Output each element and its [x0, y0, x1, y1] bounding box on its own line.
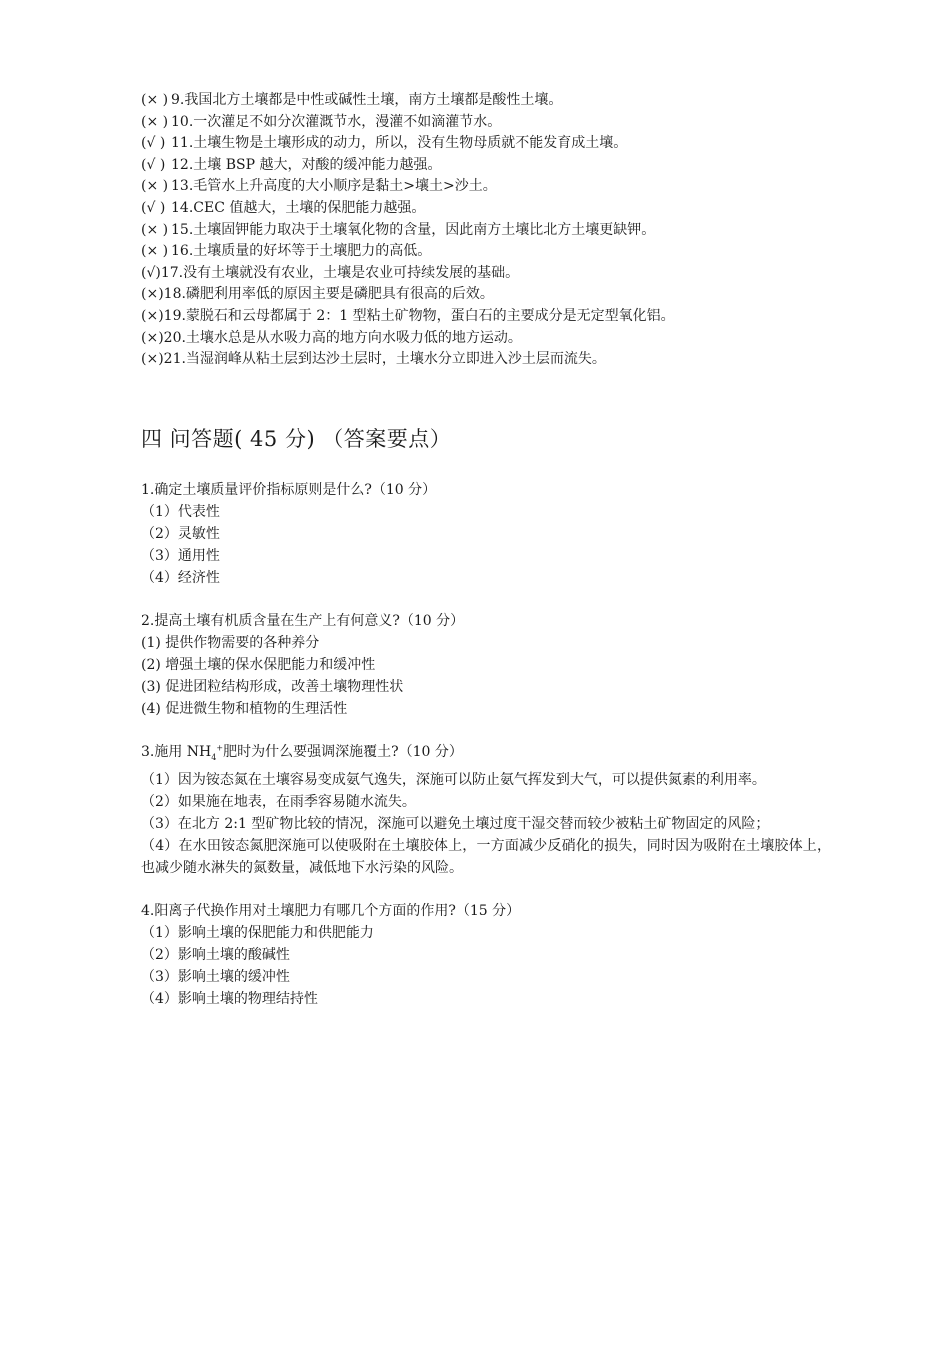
statement-text: 10.一次灌足不如分次灌溉节水，漫灌不如滴灌节水。 [171, 113, 502, 130]
answer-point: (2) 增强土壤的保水保肥能力和缓冲性 [141, 656, 376, 673]
question-title: 1.确定土壤质量评价指标原则是什么?（10 分） [141, 481, 437, 498]
tf-item-10 [141, 112, 831, 134]
answer-point: （2）影响土壤的酸碱性 [141, 946, 290, 963]
statement-text: 11.土壤生物是土壤形成的动力，所以，没有生物母质就不能发育成土壤。 [171, 135, 628, 152]
statement-text: 18.磷肥利用率低的原因主要是磷肥具有很高的后效。 [163, 286, 494, 303]
statement-text: 20.土壤水总是从水吸力高的地方向水吸力低的地方运动。 [163, 329, 522, 346]
answer-mark: (× ) [141, 113, 169, 130]
answer-point: （1）代表性 [141, 503, 220, 520]
tf-item-14 [141, 198, 831, 220]
tf-item-17 [141, 263, 831, 285]
answer-mark: (×) [141, 329, 164, 346]
statement-text: 9.我国北方土壤都是中性或碱性土壤，南方土壤都是酸性土壤。 [171, 92, 563, 108]
tf-item-13 [141, 176, 831, 198]
statement-text: 12.土壤 BSP 越大，对酸的缓冲能力越强。 [171, 156, 442, 173]
ammonium-subscript: 4 [211, 752, 217, 762]
answer-mark: (√ ) [141, 199, 166, 216]
answer-mark: (× ) [141, 92, 169, 108]
question-1 [141, 479, 831, 589]
question-title: 4.阳离子代换作用对土壤肥力有哪几个方面的作用?（15 分） [141, 902, 521, 919]
question-title-before: 3.施用 NH [141, 743, 212, 760]
section-four-title: 四 问答题( 45 分) （答案要点） [141, 426, 452, 451]
statement-text: 16.土壤质量的好坏等于土壤肥力的高低。 [171, 243, 432, 260]
answer-point: （3）通用性 [141, 547, 220, 564]
tf-item-20 [141, 328, 831, 350]
answer-mark: (√ ) [141, 156, 166, 173]
question-title [141, 741, 831, 769]
tf-item-18 [141, 284, 831, 306]
statement-text: 21.当湿润峰从粘土层到达沙土层时，土壤水分立即进入沙土层而流失。 [163, 351, 606, 368]
answer-point: （3）影响土壤的缓冲性 [141, 968, 290, 985]
tf-item-12 [141, 155, 831, 177]
statement-text: 14.CEC 值越大，土壤的保肥能力越强。 [171, 199, 426, 216]
question-4 [141, 900, 831, 1010]
statement-text: 13.毛管水上升高度的大小顺序是黏土>壤土>沙土。 [171, 178, 497, 195]
answer-point: （4）在水田铵态氮肥深施可以使吸附在土壤胶体上，一方面减少反硝化的损失，同时因为吸附在土壤胶体上，也减少随水淋失的氮数量，减低地下水污染的风险。 [141, 837, 831, 876]
tf-item-21 [141, 349, 831, 371]
answer-point: （4）经济性 [141, 569, 220, 586]
statement-text: 17.没有土壤就没有农业，土壤是农业可持续发展的基础。 [160, 264, 520, 281]
answer-mark: (×) [141, 286, 164, 303]
answer-point: （3）在北方 2:1 型矿物比较的情况，深施可以避免土壤过度干湿交替而较少被粘土矿物固定的风险； [141, 815, 770, 832]
ammonium-charge: + [216, 743, 224, 753]
answer-mark: (× ) [141, 178, 169, 195]
tf-item-9 [141, 90, 831, 112]
answer-point: (4) 促进微生物和植物的生理活性 [141, 700, 348, 717]
question-2 [141, 610, 831, 720]
question-title-after: 肥时为什么要强调深施覆土?（10 分） [223, 743, 463, 760]
question-title: 2.提高土壤有机质含量在生产上有何意义?（10 分） [141, 612, 465, 629]
answer-point: （1）影响土壤的保肥能力和供肥能力 [141, 924, 374, 941]
answer-point: （4）影响土壤的物理结持性 [141, 990, 318, 1007]
answer-mark: (×) [141, 351, 164, 368]
tf-item-19 [141, 306, 831, 328]
tf-item-15 [141, 220, 831, 242]
answer-point: （1）因为铵态氮在土壤容易变成氨气逸失，深施可以防止氨气挥发到大气，可以提供氮素的利用率。 [141, 771, 766, 788]
question-3 [141, 741, 831, 879]
tf-item-11 [141, 133, 831, 155]
statement-text: 19.蒙脱石和云母都属于 2：1 型粘土矿物物，蛋白石的主要成分是无定型氧化铝。 [163, 307, 675, 324]
statement-text: 15.土壤固钾能力取决于土壤氧化物的含量，因此南方土壤比北方土壤更缺钾。 [171, 221, 656, 238]
answer-mark: (×) [141, 307, 164, 324]
answer-mark: (√ ) [141, 135, 166, 152]
true-false-list [141, 90, 831, 371]
tf-item-16 [141, 241, 831, 263]
document-page [141, 90, 831, 1031]
answer-mark: (× ) [141, 221, 169, 238]
answer-point: （2）如果施在地表，在雨季容易随水流失。 [141, 793, 416, 810]
answer-point: (3) 促进团粒结构形成，改善土壤物理性状 [141, 678, 404, 695]
answer-point: (1) 提供作物需要的各种养分 [141, 634, 320, 651]
answer-mark: (√) [141, 264, 161, 281]
answer-mark: (× ) [141, 243, 169, 260]
answer-point: （2）灵敏性 [141, 525, 220, 542]
